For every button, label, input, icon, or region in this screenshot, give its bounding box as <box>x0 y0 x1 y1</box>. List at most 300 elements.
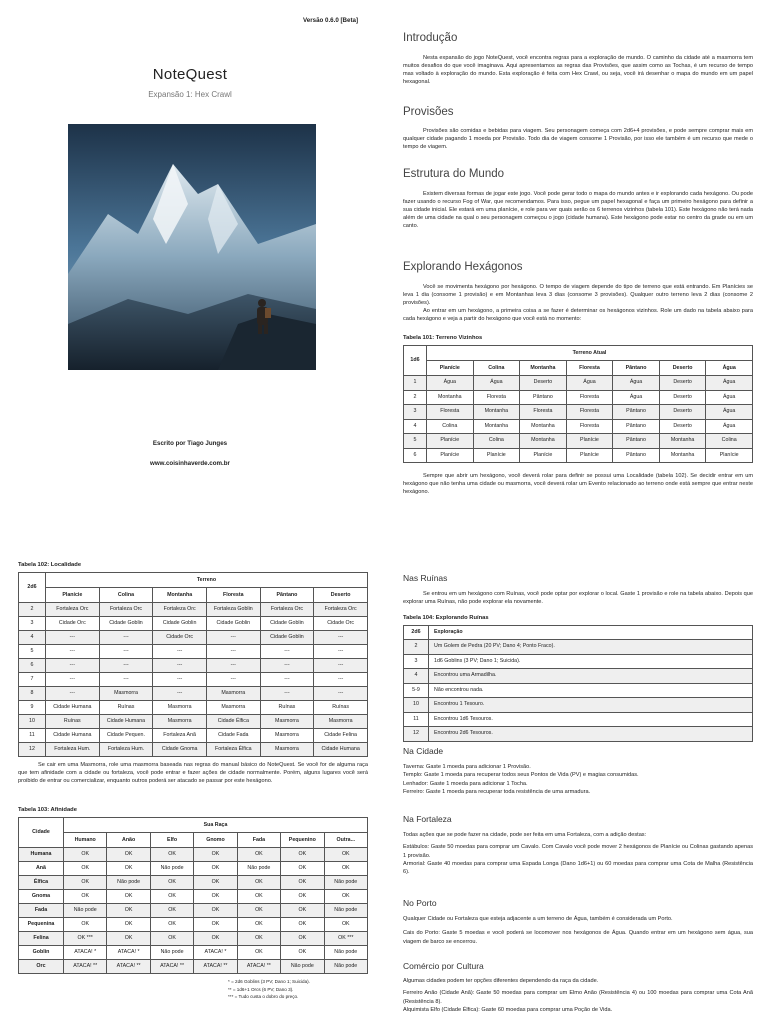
table-102-caption: Tabela 102: Localidade <box>18 562 82 568</box>
cidade-line: Lenhador: Gaste 1 moeda para adicionar 1 Tocha. <box>403 780 528 787</box>
table-102-column-header: Floresta <box>206 588 260 603</box>
table-101-column-header: Planície <box>427 361 474 376</box>
table-101-cell: Planície <box>427 434 474 449</box>
section-provisoes <box>403 104 753 151</box>
table-103-note: *** = Tudo custa o dobro do preço. <box>228 994 299 1000</box>
table-101-cell: Pântano <box>613 434 660 449</box>
document-title: NoteQuest <box>152 66 228 83</box>
table-102-cell: 5 <box>19 645 46 659</box>
table-103-cell: ATACA! ** <box>194 960 237 974</box>
table-103-row <box>19 848 368 862</box>
cidade-heading: Na Cidade <box>403 746 444 756</box>
table-101-cell: Água <box>706 405 753 420</box>
table-104-cell: Não encontrou nada. <box>429 683 753 698</box>
table-101-block <box>403 334 753 463</box>
table-101-cell: Água <box>473 376 520 391</box>
table-103-cell: OK <box>194 904 237 918</box>
table-103-cell: Goblin <box>19 946 64 960</box>
table-103-cell: OK <box>194 848 237 862</box>
table-102-row <box>19 729 368 743</box>
table-103-cell: OK *** <box>324 932 367 946</box>
table-101-cell: Floresta <box>473 390 520 405</box>
table-103-cell: OK <box>64 890 107 904</box>
table-103-cell: Não pode <box>64 904 107 918</box>
table-103-row <box>19 862 368 876</box>
table-102-cell: Masmorra <box>260 743 314 757</box>
table-101-cell: Pântano <box>613 448 660 463</box>
table-101-cell: Montanha <box>520 419 567 434</box>
table-103-cell: OK <box>64 918 107 932</box>
table-102-cell: Ruínas <box>99 701 153 715</box>
table-101-cell: Água <box>613 376 660 391</box>
table-104-row <box>404 654 753 669</box>
table-101-row <box>404 390 753 405</box>
table-102-row <box>19 603 368 617</box>
table-101-cell: 6 <box>404 448 427 463</box>
table-102-cell: Cidade Orc <box>314 617 368 631</box>
table-103-cell: OK <box>194 876 237 890</box>
table-102-column-header: Montanha <box>153 588 207 603</box>
table-102-cell: --- <box>314 631 368 645</box>
table-102-row <box>19 631 368 645</box>
table-102-cell: Fortaleza Hum. <box>99 743 153 757</box>
explorando-text-2: Ao entrar em um hexágono, a primeira coisa a se fazer é determinar os hexágonos vizinhos. Role um dado na tabela abaixo para cada hexágono e veja a partir do hexágono que você está no momento: <box>403 308 753 323</box>
table-102-cell: Fortaleza Orc <box>99 603 153 617</box>
porto-text-1: Qualquer Cidade ou Fortaleza que esteja adjacente a um terreno de Água, também é considerada um Porto. <box>403 916 673 923</box>
table-103-block <box>18 806 368 1000</box>
table-103-cell: OK <box>324 890 367 904</box>
table-101-row <box>404 376 753 391</box>
table-104-cell: 5-9 <box>404 683 429 698</box>
table-103-cell: OK <box>237 876 280 890</box>
table-103-cell: ATACA! * <box>107 946 150 960</box>
section-cidade <box>403 745 753 796</box>
table-102-cell: --- <box>46 673 100 687</box>
table-102-cell: Cidade Humana <box>46 729 100 743</box>
table-103-cell: OK <box>194 890 237 904</box>
table-101-column-header: Colina <box>473 361 520 376</box>
website-link[interactable]: www.coisinhaverde.com.br <box>150 460 230 467</box>
table-103-row <box>19 918 368 932</box>
table-101-caption: Tabela 101: Terreno Vizinhos <box>403 335 483 341</box>
table-102-cell: Fortaleza Goblin <box>206 603 260 617</box>
table-102-cell: Fortaleza Hum. <box>46 743 100 757</box>
fortaleza-heading: Na Fortaleza <box>403 814 452 824</box>
table-104-cell: Encontrou uma Armadilha. <box>429 669 753 684</box>
table-103-cell: ATACA! * <box>194 946 237 960</box>
table-102-cell: Masmorra <box>206 701 260 715</box>
table-103-cell: OK <box>194 932 237 946</box>
table-102-cell: --- <box>46 631 100 645</box>
table-101-row <box>404 448 753 463</box>
table-101-cell: Água <box>566 376 613 391</box>
table-101-cell: Montanha <box>473 405 520 420</box>
table-102-cell: 8 <box>19 687 46 701</box>
table-101-cell: Deserto <box>659 376 706 391</box>
table-103-cell: OK <box>64 876 107 890</box>
table-102-cell: --- <box>314 673 368 687</box>
table-103-cell: OK <box>237 904 280 918</box>
section-estrutura <box>403 166 753 230</box>
table-102-cell: Ruínas <box>260 701 314 715</box>
table-102-row <box>19 673 368 687</box>
provisoes-heading: Provisões <box>403 106 454 118</box>
porto-heading: No Porto <box>403 898 437 908</box>
table-103-cell: Orc <box>19 960 64 974</box>
explorando-text-1: Você se movimenta hexágono por hexágono. O tempo de viagem depende do tipo de terreno que está entrando. Em Planícies se leva 1 dia (consome 1 provisão) e em Montanhas leva 3 dias (consome 3 provisões). Qualquer outro terreno leva 2 dias (consome 2 provisões). <box>403 283 753 306</box>
table-101-group-header: Terreno Atual <box>427 346 753 361</box>
table-101-cell: 1 <box>404 376 427 391</box>
table-101-die-header: 1d6 <box>404 346 427 376</box>
table-103-group-header: Sua Raça <box>64 818 368 833</box>
table-104-cell: 11 <box>404 712 429 727</box>
table-101-column-header: Montanha <box>520 361 567 376</box>
table-103-cell: OK <box>107 932 150 946</box>
table-101-cell: 2 <box>404 390 427 405</box>
table-103-cell: Não pode <box>324 960 367 974</box>
table-101-cell: Montanha <box>520 434 567 449</box>
cidade-line: Taverna: Gaste 1 moeda para adicionar 1 Provisão. <box>403 764 531 771</box>
table-102-row <box>19 715 368 729</box>
table-102-cell: --- <box>206 645 260 659</box>
table-102-cell: --- <box>260 687 314 701</box>
table-102-cell: Cidade Élfica <box>206 715 260 729</box>
table-104-cell: Encontrou 2d6 Tesouros. <box>429 727 753 742</box>
table-101-row <box>404 405 753 420</box>
table-102-cell: Fortaleza Orc <box>153 603 207 617</box>
explorando-after <box>403 472 753 496</box>
intro-text: Nesta expansão do jogo NoteQuest, você encontra regras para a exploração de mundo. O caminho da cidade até a masmorra tem muitos desafios do que você imaginava. Aqui apresentamos as regras das Provisões, que assim como as Tochas, é um recurso de tempo mas voltado à exploração do mundo. Esta exploração é feita com Hex Crawl, ou seja, você irá desenhar o mapa do mundo em um papel hexagonal. <box>403 54 753 85</box>
table-102-column-header: Deserto <box>314 588 368 603</box>
table-101-cell: Floresta <box>566 419 613 434</box>
table-103-cell: OK <box>150 848 193 862</box>
table-104-row <box>404 698 753 713</box>
table-103-cell: OK <box>150 876 193 890</box>
table-101-cell: 5 <box>404 434 427 449</box>
table-101-cell: Água <box>706 390 753 405</box>
table-101-cell: Água <box>427 376 474 391</box>
cidade-line: Ferreiro: Gaste 1 moeda para recuperar toda resistência de uma armadura. <box>403 788 591 795</box>
table-102-cell: Fortaleza Orc <box>260 603 314 617</box>
table-102-after-text: Se cair em uma Masmorra, role uma masmorra baseada nas regras do manual básico do NoteQuest. Se você for de alguma raça que tem afinidade com a cidade ou fortaleza, você pode entrar e fazer ações de cidade normalmente. Porém, alguns lugares você será proibido de entrar ou comercializar, enquanto outros poderá ser atacado se passar por este hexágono. <box>18 762 368 785</box>
table-102-cell: Fortaleza Élfica <box>206 743 260 757</box>
table-104-cell: 2 <box>404 640 429 655</box>
table-102-cell: 3 <box>19 617 46 631</box>
table-103-cell: OK <box>64 862 107 876</box>
table-102 <box>18 572 368 757</box>
table-104-cell: 1d6 Goblins (3 PV; Dano 1; Suicida). <box>429 654 753 669</box>
table-102-cell: Ruínas <box>314 701 368 715</box>
table-102-cell: --- <box>153 645 207 659</box>
table-104-cell: Encontrou 1d6 Tesouros. <box>429 712 753 727</box>
table-103-row-header: Cidade <box>19 818 64 848</box>
table-103-cell: OK <box>281 904 324 918</box>
table-102-cell: --- <box>206 631 260 645</box>
table-101 <box>403 345 753 463</box>
table-102-cell: Cidade Goblin <box>260 617 314 631</box>
table-102-cell: --- <box>260 673 314 687</box>
table-103-cell: Fada <box>19 904 64 918</box>
table-104-cell: Um Golem de Pedra (20 PV; Dano 4; Ponto Fraco). <box>429 640 753 655</box>
table-101-cell: Pântano <box>613 419 660 434</box>
table-103-cell: ATACA! ** <box>64 960 107 974</box>
table-101-cell: Floresta <box>427 405 474 420</box>
table-101-cell: Floresta <box>566 390 613 405</box>
table-102-cell: Fortaleza Orc <box>46 603 100 617</box>
table-102-cell: Cidade Goblin <box>260 631 314 645</box>
table-102-row <box>19 687 368 701</box>
table-103-cell: OK <box>324 848 367 862</box>
table-102-cell: --- <box>153 687 207 701</box>
table-102-cell: --- <box>99 645 153 659</box>
table-102-cell: Ruínas <box>46 715 100 729</box>
table-103-cell: OK <box>194 918 237 932</box>
table-103-row <box>19 960 368 974</box>
table-103-column-header: Anão <box>107 833 150 848</box>
table-104-row <box>404 683 753 698</box>
table-102-column-header: Colina <box>99 588 153 603</box>
table-104-cell: 4 <box>404 669 429 684</box>
table-102-cell: Cidade Goblin <box>153 617 207 631</box>
table-104-cell: 10 <box>404 698 429 713</box>
table-102-row <box>19 659 368 673</box>
table-103-row <box>19 890 368 904</box>
table-103-cell: Não pode <box>107 876 150 890</box>
table-102-cell: Masmorra <box>206 687 260 701</box>
table-102-cell: 6 <box>19 659 46 673</box>
table-101-row <box>404 434 753 449</box>
table-102-cell: --- <box>314 645 368 659</box>
table-104-column-header: 2d6 <box>404 626 429 640</box>
table-101-column-header: Deserto <box>659 361 706 376</box>
table-103-cell: ATACA! ** <box>150 960 193 974</box>
table-102-cell: --- <box>314 687 368 701</box>
table-103-column-header: Gnomo <box>194 833 237 848</box>
table-101-cell: 4 <box>404 419 427 434</box>
ruinas-text: Se entrou em um hexágono com Ruínas, você pode optar por explorar o local. Gaste 1 provisão e role na tabela abaixo. Depois que explorar uma Ruínas, não pode explorar ela novamente. <box>403 591 753 606</box>
document-subtitle: Expansão 1: Hex Crawl <box>148 90 232 99</box>
table-101-cell: Montanha <box>427 390 474 405</box>
table-101-cell: Deserto <box>659 419 706 434</box>
table-104-row <box>404 727 753 742</box>
table-102-cell: 7 <box>19 673 46 687</box>
table-103-row <box>19 904 368 918</box>
table-103-note: ** = 1d6+1 Orcs (6 PV; Dano 3). <box>228 986 294 992</box>
table-103-cell: OK <box>107 904 150 918</box>
table-102-cell: Masmorra <box>99 687 153 701</box>
table-103-row <box>19 876 368 890</box>
cover-illustration <box>68 124 316 370</box>
fortaleza-line: Armorial: Gaste 40 moedas para comprar uma Espada Longa (Dano 1d6+1) ou 60 moedas para comprar uma Cota de Malha (Resistência 6). <box>403 860 753 875</box>
table-101-cell: Planície <box>473 448 520 463</box>
table-102-cell: --- <box>206 673 260 687</box>
table-102-cell: 11 <box>19 729 46 743</box>
table-102-cell: Fortaleza Orc <box>314 603 368 617</box>
table-102-row <box>19 617 368 631</box>
table-103-cell: OK <box>281 932 324 946</box>
table-102-cell: --- <box>99 673 153 687</box>
table-101-cell: Planície <box>566 434 613 449</box>
table-101-cell: Deserto <box>659 390 706 405</box>
table-103-cell: OK <box>281 890 324 904</box>
table-102-row <box>19 645 368 659</box>
table-102-cell: --- <box>153 659 207 673</box>
table-102-cell: Masmorra <box>260 715 314 729</box>
table-104-cell: Encontrou 1 Tesouro. <box>429 698 753 713</box>
table-102-cell: Cidade Felina <box>314 729 368 743</box>
table-103-cell: OK <box>281 918 324 932</box>
table-101-row <box>404 419 753 434</box>
table-101-cell: 3 <box>404 405 427 420</box>
cidade-line: Templo: Gaste 1 moeda para recuperar todos seus Pontos de Vida (PV) e magias consumidas. <box>403 772 639 779</box>
comercio-heading: Comércio por Cultura <box>403 961 484 971</box>
estrutura-heading: Estrutura do Mundo <box>403 168 505 180</box>
estrutura-text: Existem diversas formas de jogar este jogo. Você pode gerar todo o mapa do mundo antes e ir explorando cada hexágono. Ou pode fazer usando o recurso Fog of War, que recomendamos. Para isso, pegue um papel hexagonal e faça um primeiro hexágono para definir a sua cidade inicial. Ele estará em uma planície, e role para ver quais serão os 6 terrenos vizinhos (tabela 101). Este hexágono não terá nada além de uma cidade na qual o seu personagem começou o jogo (cidade humana). Este hexágono pode estar no centro da grade ou em um canto. <box>403 190 753 230</box>
table-102-group-header: Terreno <box>46 573 368 588</box>
table-103-cell: OK <box>107 918 150 932</box>
table-103-cell: Não pode <box>237 862 280 876</box>
table-103-cell: OK <box>237 918 280 932</box>
table-102-column-header: Planície <box>46 588 100 603</box>
table-103 <box>18 817 368 974</box>
table-103-cell: Não pode <box>150 862 193 876</box>
table-102-cell: 9 <box>19 701 46 715</box>
table-103-cell: Humana <box>19 848 64 862</box>
table-103-cell: OK <box>281 946 324 960</box>
table-103-cell: OK <box>324 862 367 876</box>
table-103-cell: Não pode <box>324 904 367 918</box>
table-103-cell: OK <box>107 848 150 862</box>
table-103-cell: Não pode <box>150 946 193 960</box>
table-103-cell: OK <box>281 848 324 862</box>
table-102-cell: --- <box>153 673 207 687</box>
table-101-cell: Pântano <box>520 390 567 405</box>
table-102-after <box>18 761 368 785</box>
table-103-cell: OK <box>237 932 280 946</box>
table-103-cell: OK <box>150 918 193 932</box>
table-103-cell: OK <box>150 904 193 918</box>
table-102-cell: Cidade Fada <box>206 729 260 743</box>
table-103-cell: OK <box>237 848 280 862</box>
table-101-cell: Água <box>706 419 753 434</box>
table-103-cell: Pequenina <box>19 918 64 932</box>
table-103-column-header: Outra... <box>324 833 367 848</box>
table-104-row <box>404 712 753 727</box>
intro-heading: Introdução <box>403 32 458 44</box>
section-explorando <box>403 259 753 323</box>
table-103-cell: OK <box>237 890 280 904</box>
table-102-row <box>19 743 368 757</box>
table-103-cell: Felina <box>19 932 64 946</box>
table-102-cell: Cidade Gnoma <box>153 743 207 757</box>
table-101-cell: Floresta <box>566 405 613 420</box>
table-102-cell: Cidade Humana <box>314 743 368 757</box>
table-102-cell: --- <box>260 659 314 673</box>
table-102-column-header: Pântano <box>260 588 314 603</box>
table-102-cell: Cidade Goblin <box>99 617 153 631</box>
table-102-block <box>18 561 368 757</box>
table-104-row <box>404 669 753 684</box>
section-fortaleza <box>403 813 753 876</box>
table-102-cell: --- <box>206 659 260 673</box>
table-102-cell: Masmorra <box>153 715 207 729</box>
comercio-intro: Algumas cidades podem ter opções diferentes dependendo da raça da cidade. <box>403 978 599 985</box>
comercio-line: Ferreiro Anão (Cidade Anã): Gaste 50 moedas para comprar um Elmo Anão (Resistência 4) ou 100 moedas para comprar uma Cota Anã (Resistência 8). <box>403 990 753 1005</box>
table-101-cell: Planície <box>566 448 613 463</box>
table-103-row <box>19 932 368 946</box>
table-101-cell: Colina <box>427 419 474 434</box>
table-102-cell: Masmorra <box>314 715 368 729</box>
table-104-row <box>404 640 753 655</box>
table-101-cell: Floresta <box>520 405 567 420</box>
table-103-cell: ATACA! ** <box>237 960 280 974</box>
table-102-cell: Cidade Humana <box>99 715 153 729</box>
section-ruinas <box>403 572 753 607</box>
table-102-cell: Masmorra <box>260 729 314 743</box>
section-comercio <box>403 960 753 1014</box>
table-101-column-header: Pântano <box>613 361 660 376</box>
table-101-cell: Pântano <box>613 405 660 420</box>
table-103-cell: Anã <box>19 862 64 876</box>
table-103-cell: OK <box>324 918 367 932</box>
table-101-cell: Colina <box>706 434 753 449</box>
table-101-cell: Colina <box>473 434 520 449</box>
table-103-note: * = 2d6 Goblins (3 PV; Dano 1; Suicida). <box>228 979 310 985</box>
table-101-column-header: Floresta <box>566 361 613 376</box>
comercio-line: Alquimista Elfo (Cidade Élfica): Gaste 60 moedas para comprar uma Poção de Vida. <box>403 1006 613 1013</box>
table-103-column-header: Humano <box>64 833 107 848</box>
ruinas-heading: Nas Ruínas <box>403 573 448 583</box>
table-102-cell: 4 <box>19 631 46 645</box>
table-102-cell: --- <box>314 659 368 673</box>
table-104-column-header: Exploração <box>429 626 753 640</box>
author-credit: Escrito por Tiago Junges <box>152 440 228 447</box>
table-103-row <box>19 946 368 960</box>
porto-text-2: Cais do Porto: Gaste 5 moedas e você poderá se locomover nos hexágonos de Água. Quando entrar em um hexágono sem água, sua viagem de barco se encerrou. <box>403 930 753 945</box>
table-103-cell: OK <box>281 862 324 876</box>
table-103-cell: Não pode <box>281 960 324 974</box>
table-104-block <box>403 614 753 742</box>
table-103-column-header: Elfo <box>150 833 193 848</box>
table-102-cell: 12 <box>19 743 46 757</box>
table-103-cell: OK <box>150 932 193 946</box>
table-102-row <box>19 701 368 715</box>
provisoes-text: Provisões são comidas e bebidas para viagem. Seu personagem começa com 2d6+4 provisões, e pode sempre comprar mais em qualquer cidade pagando 1 moeda por Provisão. Todo dia de viagem consome 1 Provisão, por isso ele também é um recurso que mede o tempo de viagem. <box>403 127 753 150</box>
table-102-die-header: 2d6 <box>19 573 46 603</box>
explorando-after-text: Sempre que abrir um hexágono, você deverá rolar para definir se possui uma Localidade (tabela 102). Se decidir entrar em um hexágono que não tenha uma cidade ou masmorra, você deverá rolar um Evento relacionado ao terreno onde está sempre que entrar neste hexágono. <box>403 473 753 496</box>
table-102-cell: Cidade Orc <box>46 617 100 631</box>
table-104-cell: 3 <box>404 654 429 669</box>
table-101-cell: Planície <box>427 448 474 463</box>
table-102-cell: Cidade Humana <box>46 701 100 715</box>
table-103-cell: ATACA! ** <box>107 960 150 974</box>
table-103-cell: Élfica <box>19 876 64 890</box>
table-101-cell: Água <box>613 390 660 405</box>
table-103-cell: OK <box>107 890 150 904</box>
table-103-notes <box>18 978 368 1000</box>
table-103-cell: OK <box>64 848 107 862</box>
section-intro <box>403 30 753 86</box>
table-101-cell: Planície <box>520 448 567 463</box>
table-104-caption: Tabela 104: Explorando Ruínas <box>403 615 489 621</box>
table-103-cell: OK <box>194 862 237 876</box>
table-102-cell: --- <box>99 659 153 673</box>
table-103-column-header: Fada <box>237 833 280 848</box>
table-103-cell: OK <box>237 946 280 960</box>
fortaleza-intro: Todas ações que se pode fazer na cidade, pode ser feita em uma Fortaleza, com a adição destas: <box>403 832 647 839</box>
table-101-cell: Montanha <box>659 448 706 463</box>
table-101-cell: Montanha <box>473 419 520 434</box>
